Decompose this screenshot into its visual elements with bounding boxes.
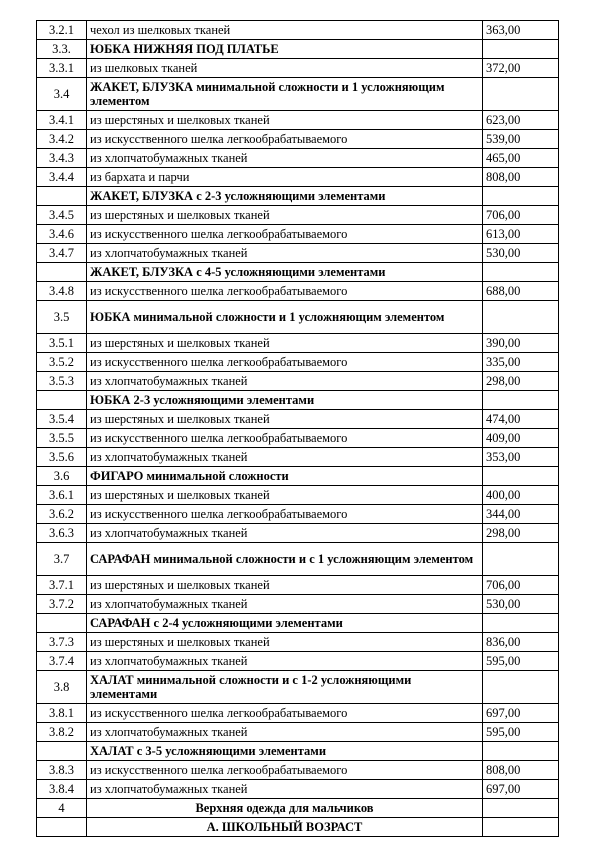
item-price-cell: 353,00 bbox=[483, 448, 559, 467]
item-price-cell: 808,00 bbox=[483, 761, 559, 780]
table-row bbox=[37, 799, 559, 818]
item-name-cell: ЖАКЕТ, БЛУЗКА с 2-3 усложняющими элементами bbox=[87, 187, 483, 206]
item-code-cell: 3.5.6 bbox=[37, 448, 87, 467]
item-code-cell bbox=[37, 818, 87, 837]
item-code-cell: 3.8 bbox=[37, 671, 87, 704]
item-price-cell: 697,00 bbox=[483, 780, 559, 799]
table-row bbox=[37, 410, 559, 429]
table-row bbox=[37, 505, 559, 524]
item-code-cell bbox=[37, 391, 87, 410]
table-row bbox=[37, 372, 559, 391]
item-code-cell: 3.8.2 bbox=[37, 723, 87, 742]
item-price-cell: 298,00 bbox=[483, 524, 559, 543]
item-code-cell: 3.4.8 bbox=[37, 282, 87, 301]
item-name-cell: из хлопчатобумажных тканей bbox=[87, 372, 483, 391]
item-name-cell: из шерстяных и шелковых тканей bbox=[87, 633, 483, 652]
table-row bbox=[37, 59, 559, 78]
item-code-cell: 3.4.7 bbox=[37, 244, 87, 263]
table-row bbox=[37, 334, 559, 353]
table-row bbox=[37, 448, 559, 467]
item-code-cell: 3.6.1 bbox=[37, 486, 87, 505]
item-name-cell: из хлопчатобумажных тканей bbox=[87, 652, 483, 671]
item-price-cell bbox=[483, 263, 559, 282]
item-code-cell: 3.4.2 bbox=[37, 130, 87, 149]
price-table bbox=[36, 20, 559, 837]
item-price-cell: 623,00 bbox=[483, 111, 559, 130]
table-row bbox=[37, 206, 559, 225]
table-row bbox=[37, 723, 559, 742]
item-name-cell: из искусственного шелка легкообрабатываемого bbox=[87, 282, 483, 301]
item-code-cell: 3.5.5 bbox=[37, 429, 87, 448]
item-code-cell: 3.5.1 bbox=[37, 334, 87, 353]
item-code-cell: 3.5.2 bbox=[37, 353, 87, 372]
table-row bbox=[37, 467, 559, 486]
item-price-cell: 400,00 bbox=[483, 486, 559, 505]
item-name-cell: из искусственного шелка легкообрабатываемого bbox=[87, 505, 483, 524]
item-code-cell bbox=[37, 614, 87, 633]
item-name-cell: ЖАКЕТ, БЛУЗКА минимальной сложности и 1 усложняющим элементом bbox=[87, 78, 483, 111]
item-name-cell: ХАЛАТ минимальной сложности и с 1-2 усложняющими элементами bbox=[87, 671, 483, 704]
item-price-cell: 595,00 bbox=[483, 723, 559, 742]
item-code-cell: 3.7.3 bbox=[37, 633, 87, 652]
item-name-cell: ЮБКА НИЖНЯЯ ПОД ПЛАТЬЕ bbox=[87, 40, 483, 59]
item-price-cell: 298,00 bbox=[483, 372, 559, 391]
item-name-cell: из искусственного шелка легкообрабатываемого bbox=[87, 761, 483, 780]
table-row bbox=[37, 704, 559, 723]
item-code-cell: 3.4.4 bbox=[37, 168, 87, 187]
item-price-cell: 530,00 bbox=[483, 244, 559, 263]
item-name-cell: из хлопчатобумажных тканей bbox=[87, 524, 483, 543]
item-price-cell: 706,00 bbox=[483, 206, 559, 225]
item-code-cell: 3.7.4 bbox=[37, 652, 87, 671]
item-price-cell bbox=[483, 301, 559, 334]
table-row bbox=[37, 633, 559, 652]
table-row bbox=[37, 168, 559, 187]
item-name-cell: из искусственного шелка легкообрабатываемого bbox=[87, 225, 483, 244]
table-row bbox=[37, 524, 559, 543]
table-row bbox=[37, 130, 559, 149]
table-row bbox=[37, 187, 559, 206]
item-code-cell: 3.7.2 bbox=[37, 595, 87, 614]
table-row bbox=[37, 149, 559, 168]
item-code-cell: 3.6.2 bbox=[37, 505, 87, 524]
price-table-body bbox=[37, 21, 559, 837]
table-row bbox=[37, 40, 559, 59]
table-row bbox=[37, 78, 559, 111]
table-row bbox=[37, 742, 559, 761]
table-row bbox=[37, 111, 559, 130]
item-price-cell: 613,00 bbox=[483, 225, 559, 244]
item-name-cell: из шерстяных и шелковых тканей bbox=[87, 206, 483, 225]
item-code-cell: 3.7 bbox=[37, 543, 87, 576]
item-name-cell: ФИГАРО минимальной сложности bbox=[87, 467, 483, 486]
item-code-cell: 3.4.3 bbox=[37, 149, 87, 168]
item-price-cell: 836,00 bbox=[483, 633, 559, 652]
item-price-cell: 697,00 bbox=[483, 704, 559, 723]
item-name-cell: из хлопчатобумажных тканей bbox=[87, 149, 483, 168]
item-name-cell: из шерстяных и шелковых тканей bbox=[87, 576, 483, 595]
item-price-cell: 372,00 bbox=[483, 59, 559, 78]
item-name-cell: из шерстяных и шелковых тканей bbox=[87, 111, 483, 130]
item-code-cell: 3.7.1 bbox=[37, 576, 87, 595]
item-name-cell: из шерстяных и шелковых тканей bbox=[87, 334, 483, 353]
table-row bbox=[37, 429, 559, 448]
item-price-cell bbox=[483, 799, 559, 818]
item-name-cell: из искусственного шелка легкообрабатываемого bbox=[87, 429, 483, 448]
item-name-cell: из бархата и парчи bbox=[87, 168, 483, 187]
item-price-cell: 595,00 bbox=[483, 652, 559, 671]
table-row bbox=[37, 671, 559, 704]
item-name-cell: из хлопчатобумажных тканей bbox=[87, 780, 483, 799]
item-code-cell bbox=[37, 742, 87, 761]
item-price-cell bbox=[483, 671, 559, 704]
item-price-cell: 706,00 bbox=[483, 576, 559, 595]
table-row bbox=[37, 576, 559, 595]
item-name-cell: из искусственного шелка легкообрабатываемого bbox=[87, 130, 483, 149]
table-row bbox=[37, 244, 559, 263]
item-name-cell: ХАЛАТ с 3-5 усложняющими элементами bbox=[87, 742, 483, 761]
item-name-cell: из хлопчатобумажных тканей bbox=[87, 723, 483, 742]
item-price-cell: 390,00 bbox=[483, 334, 559, 353]
item-code-cell bbox=[37, 187, 87, 206]
item-code-cell: 3.3.1 bbox=[37, 59, 87, 78]
item-code-cell: 3.6 bbox=[37, 467, 87, 486]
item-name-cell: из шерстяных и шелковых тканей bbox=[87, 410, 483, 429]
item-code-cell: 3.8.4 bbox=[37, 780, 87, 799]
table-row bbox=[37, 543, 559, 576]
item-name-cell: из хлопчатобумажных тканей bbox=[87, 244, 483, 263]
item-price-cell: 335,00 bbox=[483, 353, 559, 372]
item-name-cell: ЖАКЕТ, БЛУЗКА с 4-5 усложняющими элементами bbox=[87, 263, 483, 282]
table-row bbox=[37, 301, 559, 334]
table-row bbox=[37, 391, 559, 410]
table-row bbox=[37, 263, 559, 282]
item-price-cell bbox=[483, 818, 559, 837]
item-price-cell bbox=[483, 187, 559, 206]
item-price-cell: 808,00 bbox=[483, 168, 559, 187]
item-price-cell: 539,00 bbox=[483, 130, 559, 149]
item-code-cell: 3.8.3 bbox=[37, 761, 87, 780]
table-row bbox=[37, 614, 559, 633]
table-row bbox=[37, 818, 559, 837]
item-price-cell: 344,00 bbox=[483, 505, 559, 524]
item-code-cell: 3.2.1 bbox=[37, 21, 87, 40]
item-price-cell bbox=[483, 742, 559, 761]
item-price-cell bbox=[483, 40, 559, 59]
item-price-cell: 474,00 bbox=[483, 410, 559, 429]
item-price-cell: 688,00 bbox=[483, 282, 559, 301]
item-code-cell: 3.4 bbox=[37, 78, 87, 111]
item-name-cell: из хлопчатобумажных тканей bbox=[87, 595, 483, 614]
table-row bbox=[37, 652, 559, 671]
item-name-cell: из хлопчатобумажных тканей bbox=[87, 448, 483, 467]
table-row bbox=[37, 225, 559, 244]
item-name-cell: САРАФАН с 2-4 усложняющими элементами bbox=[87, 614, 483, 633]
item-price-cell: 409,00 bbox=[483, 429, 559, 448]
table-row bbox=[37, 282, 559, 301]
item-name-cell: САРАФАН минимальной сложности и с 1 усложняющим элементом bbox=[87, 543, 483, 576]
item-code-cell: 3.6.3 bbox=[37, 524, 87, 543]
item-price-cell bbox=[483, 78, 559, 111]
item-name-cell: из искусственного шелка легкообрабатываемого bbox=[87, 704, 483, 723]
item-name-cell: А. ШКОЛЬНЫЙ ВОЗРАСТ bbox=[87, 818, 483, 837]
item-price-cell: 530,00 bbox=[483, 595, 559, 614]
item-price-cell: 363,00 bbox=[483, 21, 559, 40]
item-name-cell: из шелковых тканей bbox=[87, 59, 483, 78]
item-name-cell: Верхняя одежда для мальчиков bbox=[87, 799, 483, 818]
item-code-cell: 3.5.4 bbox=[37, 410, 87, 429]
table-row bbox=[37, 353, 559, 372]
item-price-cell bbox=[483, 467, 559, 486]
item-code-cell: 4 bbox=[37, 799, 87, 818]
item-price-cell bbox=[483, 614, 559, 633]
item-name-cell: ЮБКА 2-3 усложняющими элементами bbox=[87, 391, 483, 410]
item-name-cell: ЮБКА минимальной сложности и 1 усложняющим элементом bbox=[87, 301, 483, 334]
item-code-cell bbox=[37, 263, 87, 282]
item-code-cell: 3.8.1 bbox=[37, 704, 87, 723]
item-code-cell: 3.3. bbox=[37, 40, 87, 59]
item-code-cell: 3.4.1 bbox=[37, 111, 87, 130]
item-code-cell: 3.5.3 bbox=[37, 372, 87, 391]
item-code-cell: 3.4.6 bbox=[37, 225, 87, 244]
item-code-cell: 3.5 bbox=[37, 301, 87, 334]
item-price-cell bbox=[483, 543, 559, 576]
table-row bbox=[37, 761, 559, 780]
table-row bbox=[37, 595, 559, 614]
table-row bbox=[37, 486, 559, 505]
item-name-cell: из шерстяных и шелковых тканей bbox=[87, 486, 483, 505]
table-row bbox=[37, 21, 559, 40]
item-name-cell: чехол из шелковых тканей bbox=[87, 21, 483, 40]
item-name-cell: из искусственного шелка легкообрабатываемого bbox=[87, 353, 483, 372]
item-price-cell bbox=[483, 391, 559, 410]
item-code-cell: 3.4.5 bbox=[37, 206, 87, 225]
table-row bbox=[37, 780, 559, 799]
item-price-cell: 465,00 bbox=[483, 149, 559, 168]
